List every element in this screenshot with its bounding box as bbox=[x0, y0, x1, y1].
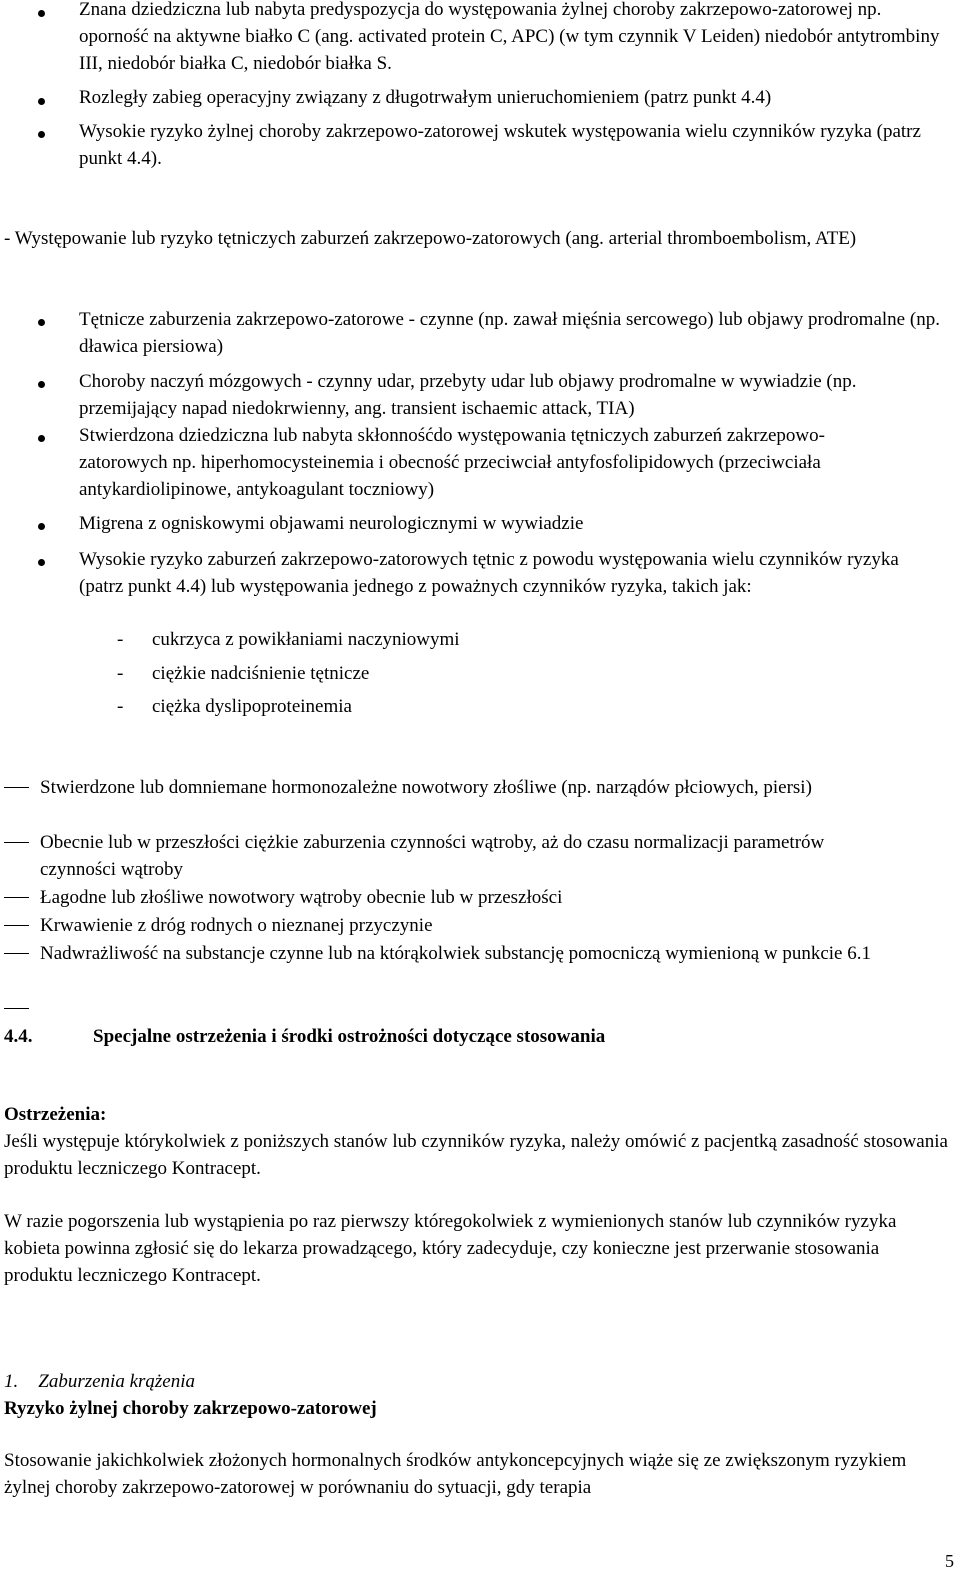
dash-item: Krwawienie z dróg rodnych o nieznanej przyczynie bbox=[40, 915, 433, 936]
sub-item bbox=[117, 693, 352, 720]
ate-intro: - Występowanie lub ryzyko tętniczych zaburzeń zakrzepowo-zatorowych (ang. arterial thromboembolism, ATE) bbox=[4, 228, 857, 249]
paragraph-2: W razie pogorszenia lub wystąpienia po raz pierwszy któregokolwiek z wymienionych stanów lub czynników ryzyka kobieta powinna zgłosić się do lekarza prowadzącego, który zadecyduje, czy konieczne jest przerwanie stosowania produktu leczniczego Kontracept. bbox=[4, 1211, 897, 1286]
dash-item: Nadwrażliwość na substancje czynne lub na którąkolwiek substancję pomocniczą wymienioną w punkcie 6.1 bbox=[40, 943, 871, 964]
dash-icon bbox=[4, 953, 29, 954]
dash-item: Stwierdzone lub domniemane hormonozależne nowotwory złośliwe (np. narządów płciowych, piersi) bbox=[40, 777, 812, 798]
sub-item-text: ciężkie nadciśnienie tętnicze bbox=[152, 663, 370, 684]
bullet-item: Choroby naczyń mózgowych - czynny udar, przebyty udar lub objawy prodromalne w wywiadzie (np. przemijający napad niedokrwienny, ang. transient ischaemic attack, TIA) bbox=[79, 371, 857, 419]
section-title: Specjalne ostrzeżenia i środki ostrożności dotyczące stosowania bbox=[93, 1026, 606, 1047]
bullet-icon bbox=[38, 319, 45, 326]
bullet-item: Tętnicze zaburzenia zakrzepowo-zatorowe - czynne (np. zawał mięśnia sercowego) lub objawy prodromalne (np. dławica piersiowa) bbox=[79, 309, 940, 357]
dash-icon bbox=[4, 925, 29, 926]
bullet-item: Znana dziedziczna lub nabyta predyspozycja do występowania żylnej choroby zakrzepowo-zatorowej np. oporność na aktywne białko C (ang. activated protein C, APC) (w tym czynnik V Leiden) niedobór antytrombiny III, niedobór białka C, niedobór białka S. bbox=[79, 0, 940, 74]
bullet-icon bbox=[38, 381, 45, 388]
bullet-icon bbox=[38, 10, 45, 17]
paragraph-1: Jeśli występuje którykolwiek z poniższych stanów lub czynników ryzyka, należy omówić z pacjentką zasadność stosowania produktu leczniczego Kontracept. bbox=[4, 1131, 948, 1179]
bullet-item: Stwierdzona dziedziczna lub nabyta skłonnośćdo występowania tętniczych zaburzeń zakrzepowo-zatorowych np. hiperhomocysteinemia i obecność przeciwciał antyfosfolipidowych (przeciwciała antykardiolipinowe, antykoagulant toczniowy) bbox=[79, 425, 825, 500]
sub-item bbox=[117, 660, 369, 687]
bullet-item: Wysokie ryzyko żylnej choroby zakrzepowo-zatorowej wskutek występowania wielu czynników ryzyka (patrz punkt 4.4). bbox=[79, 121, 921, 169]
bullet-item: Wysokie ryzyko zaburzeń zakrzepowo-zatorowych tętnic z powodu występowania wielu czynników ryzyka (patrz punkt 4.4) lub występowania jednego z poważnych czynników ryzyka, takich jak: bbox=[79, 549, 899, 597]
dash-icon bbox=[4, 787, 29, 788]
bullet-icon bbox=[38, 98, 45, 105]
bullet-icon bbox=[38, 435, 45, 442]
sub-item bbox=[117, 626, 460, 653]
bullet-icon bbox=[38, 523, 45, 530]
section-number: 4.4. bbox=[4, 1026, 33, 1047]
dash-item: Obecnie lub w przeszłości ciężkie zaburzenia czynności wątroby, aż do czasu normalizacji parametrów czynności wątroby bbox=[40, 832, 825, 880]
dash-item: Łagodne lub złośliwe nowotwory wątroby obecnie lub w przeszłości bbox=[40, 887, 563, 908]
bold-heading: Ryzyko żylnej choroby zakrzepowo-zatorowej bbox=[4, 1398, 377, 1419]
bullet-item: Rozległy zabieg operacyjny związany z długotrwałym unieruchomieniem (patrz punkt 4.4) bbox=[79, 87, 772, 108]
subsection-number: 1. bbox=[4, 1371, 19, 1392]
warnings-label: Ostrzeżenia: bbox=[4, 1104, 107, 1125]
subsection-heading bbox=[4, 1368, 195, 1395]
bullet-icon bbox=[38, 559, 45, 566]
subsection-title: Zaburzenia krążenia bbox=[38, 1371, 195, 1392]
sub-item-text: cukrzyca z powikłaniami naczyniowymi bbox=[152, 629, 460, 650]
dash-icon bbox=[4, 1008, 29, 1009]
sub-item-dash: - bbox=[117, 663, 124, 684]
sub-item-dash: - bbox=[117, 696, 124, 717]
dash-icon bbox=[4, 897, 29, 898]
dash-icon bbox=[4, 842, 29, 843]
bullet-icon bbox=[38, 131, 45, 138]
paragraph-3: Stosowanie jakichkolwiek złożonych hormonalnych środków antykoncepcyjnych wiąże się ze zwiększonym ryzykiem żylnej choroby zakrzepowo-zatorowej w porównaniu do sytuacji, gdy terapia bbox=[4, 1450, 907, 1498]
sub-item-dash: - bbox=[117, 629, 124, 650]
page-number: 5 bbox=[945, 1551, 954, 1571]
sub-item-text: ciężka dyslipoproteinemia bbox=[152, 696, 352, 717]
bullet-item: Migrena z ogniskowymi objawami neurologicznymi w wywiadzie bbox=[79, 513, 584, 534]
